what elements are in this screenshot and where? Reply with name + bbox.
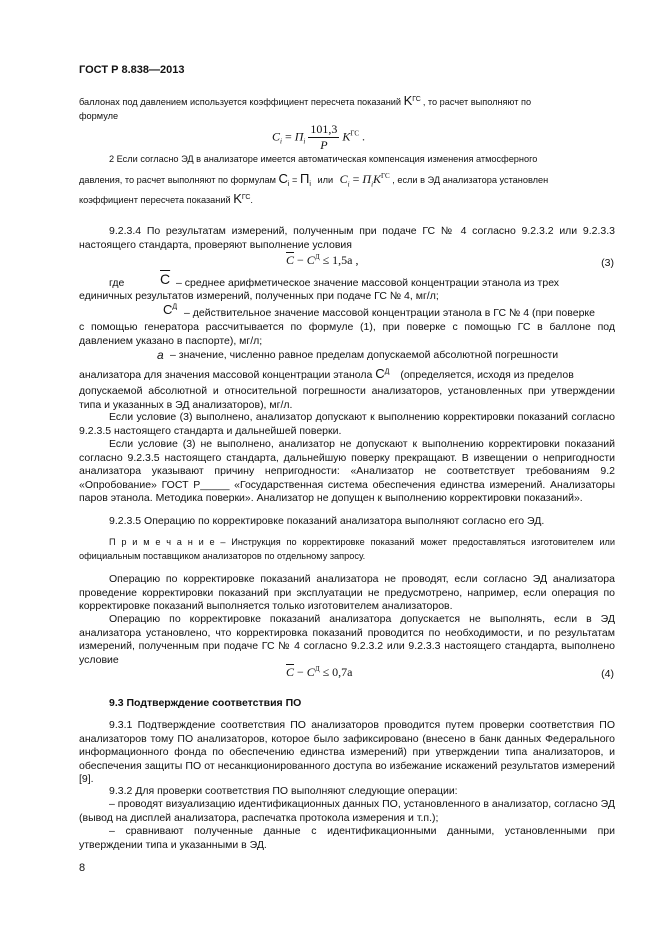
formula-3-rest: ≤ 1,5a ,: [322, 253, 359, 267]
note-2-text: давления, то расчет выполняют по формулам: [79, 175, 276, 185]
note-2-formula2-eq: =: [352, 172, 360, 186]
paragraph-may-skip: Операцию по корректировке показаний анализатора допускается не выполнять, если в ЭД анализатора установлено, что корректировка показаний проводится по необходимости, и по результатам измерений, полученным при подаче ГС № 4 согласно 9.2.3.2 или 9.2.3.3 настоящего стандарта, выполнено условие: [79, 613, 615, 666]
section-9234: 9.2.3.4 По результатам измерений, полученным при подаче ГС № 4 согласно 9.2.3.2 или 9.2.3.3 настоящего стандарта, проверяют выполнение условия: [79, 225, 615, 251]
paragraph-931: 9.3.1 Подтверждение соответствия ПО анализаторов проводится путем проверки соответствия ПО анализаторов тому ПО анализаторов, которое было зафиксировано (внесено в банк данных Федерального информационного фонда по обеспечению единства измерений) при утверждении типа анализаторов, и обеспечения защиты ПО от несанкционированного доступа во избежание искажений результатов измерений [9].: [79, 719, 615, 785]
where-a-text2: анализатора для значения массовой концентрации этанола: [79, 369, 373, 381]
note-2-formula2: [339, 172, 390, 189]
note-2-line3: [79, 191, 253, 207]
where-a-line2: [79, 366, 615, 381]
section-9235: 9.2.3.5 Операцию по корректировке показаний анализатора выполняют согласно его ЭД.: [109, 515, 545, 527]
where-a-cd: C: [375, 366, 385, 381]
formula-1-fraction: [308, 122, 339, 153]
document-header: ГОСТ Р 8.838—2013: [79, 64, 185, 76]
note-2-text-d: коэффициент пересчета показаний: [79, 195, 231, 206]
note-2-text-c: , если в ЭД анализатора установлен: [392, 175, 549, 185]
formula-1-pi: П: [294, 129, 304, 144]
where-c-text: – среднее арифметическое значение массовой концентрации этанола из трех: [176, 277, 560, 289]
where-cd-text: – действительное значение массовой концентрации этанола в ГС № 4 (при поверке: [184, 307, 595, 319]
note-2-ci: C: [278, 171, 288, 186]
section-93-heading: 9.3 Подтверждение соответствия ПО: [109, 697, 302, 709]
note-2-eq: =: [292, 175, 298, 185]
continuation-text-a: баллонах под давлением используется коэффициент пересчета показаний: [79, 97, 402, 108]
note-2-formula2-sup: ГС: [381, 172, 390, 180]
list-item-2: – сравнивают полученные данные с идентификационными данными, установленными при утверждении типа и указанными в ЭД.: [79, 825, 615, 851]
note-2-formula2-pi: П: [362, 172, 372, 186]
note: [79, 536, 615, 563]
continuation-text-c: формуле: [79, 111, 119, 121]
formula-1-k: K: [342, 129, 351, 144]
note-2-formula2-c: C: [339, 172, 348, 186]
note-2-k: K: [233, 191, 242, 207]
k-superscript: ГС: [412, 96, 421, 103]
paragraph-if-ok: Если условие (3) выполнено, анализатор допускают к выполнению корректировки показаний согласно 9.2.3.5 настоящего стандарта и дальнейшей поверки.: [79, 411, 615, 437]
note-2-or: или: [317, 175, 334, 185]
note-2-k-sup: ГС: [241, 194, 251, 201]
where-cd-symbol: [163, 302, 177, 317]
where-c-symbol: [160, 271, 170, 287]
paragraph-if-fail: Если условие (3) не выполнено, анализатор не допускают к выполнению корректировки показаний согласно 9.2.3.5 настоящего стандарта, дальнейшую поверку прекращают. В извещении о непригодности анализатора указывают причину непригодности: «Анализатор не соответствует требованиям 9.2 «Опробование» ГОСТ Р_____ «Государственная система обеспечения единства измерений. Анализаторы паров этанола. Методика поверки». Анализатор не допущен к выполнению корректировки показаний».: [79, 438, 615, 504]
formula-1-lhs: C: [272, 129, 281, 144]
formula-4: $\overline{C} - C^Д \le 0,7a$: [286, 665, 353, 679]
paragraph-not-done: Операцию по корректировке показаний анализатора не проводят, если согласно ЭД анализатора проведение корректировки показаний при эксплуатации не предусмотрено, например, если операция по корректировке показаний выполняется только изготовителем анализаторов.: [79, 573, 615, 612]
continuation-text-b: , то расчет выполняют по: [422, 97, 532, 108]
equation-number-3: (3): [601, 257, 614, 269]
formula-3-c-bar: $\overline{C}$: [286, 253, 295, 267]
k-symbol: K: [403, 93, 413, 109]
list-item-1: – проводят визуализацию идентификационных данных ПО, установленного в анализатор, согласно ЭД (вывод на дисплей анализатора, распечатка протокола измерения и т.п.);: [79, 798, 615, 824]
formula-1-denominator: P: [320, 138, 328, 152]
formula-1: $C_i = П_i$ $\frac{101,3}{P}$ $K^{ГС}$ .: [272, 122, 366, 152]
continuation-text: [79, 93, 615, 109]
note-label: П р и м е ч а н и е: [109, 537, 215, 547]
formula-1-sup: ГС: [350, 129, 360, 138]
formula-1-end: .: [362, 129, 366, 144]
where-a-text3: (определяется, исходя из пределов: [400, 369, 574, 381]
where-cd-c: C: [163, 302, 173, 317]
note-2-line2: [79, 170, 615, 191]
note-2-ci-sub: i: [287, 180, 290, 188]
formula-1-sub: i: [280, 137, 282, 146]
note-text: – Инструкция по корректировке показаний может предоставляться изготовителем или официальным поставщиком анализаторов по отдельному запросу.: [79, 537, 615, 561]
formula-3-sup: Д: [314, 253, 320, 261]
where-c-text2: единичных результатов измерений, полученных при подаче ГС № 4, мг/л;: [79, 290, 439, 302]
note-2-end: .: [250, 195, 253, 206]
where-cd-sup: Д: [172, 303, 178, 311]
equation-number-4: (4): [601, 668, 614, 680]
where-cd-text2: с помощью генератора рассчитывается по формуле (1), при поверке с помощью ГС в баллоне под давлением указано в паспорте), мг/л;: [79, 321, 615, 347]
note-2-line1: 2 Если согласно ЭД в анализаторе имеется автоматическая компенсация изменения атмосферного: [109, 154, 538, 164]
where-label: где: [109, 277, 125, 289]
note-2-formula2-k: K: [373, 172, 382, 186]
where-a-cd-sup: Д: [384, 368, 390, 376]
where-a-text: – значение, численно равное пределам допускаемой абсолютной погрешности: [170, 349, 559, 361]
formula-4-rest: ≤ 0,7a: [322, 665, 353, 679]
where-a-text4: допускаемой абсолютной и относительной погрешности анализаторов, установленных при утверждении типа и указанных в ЭД анализаторов), мг/л.: [79, 385, 615, 411]
where-c-symbol-text: $\overline{C}$: [160, 271, 171, 287]
formula-4-sup: Д: [314, 665, 320, 673]
page-number: 8: [79, 862, 86, 874]
formula-3: $\overline{C} - C^Д \le 1,5a$ ,: [286, 253, 359, 267]
paragraph-932: 9.3.2 Для проверки соответствия ПО выполняют следующие операции:: [109, 785, 458, 797]
formula-1-eq: =: [284, 129, 292, 144]
formula-1-numerator: 101,3: [310, 122, 338, 136]
note-2-formula2-c-sub: i: [347, 180, 350, 189]
note-2-pi: П: [299, 171, 310, 186]
note-2-pi-sub: i: [309, 180, 311, 188]
where-a-symbol: a: [157, 348, 164, 362]
note-2-formula2-pi-sub: i: [371, 180, 374, 189]
